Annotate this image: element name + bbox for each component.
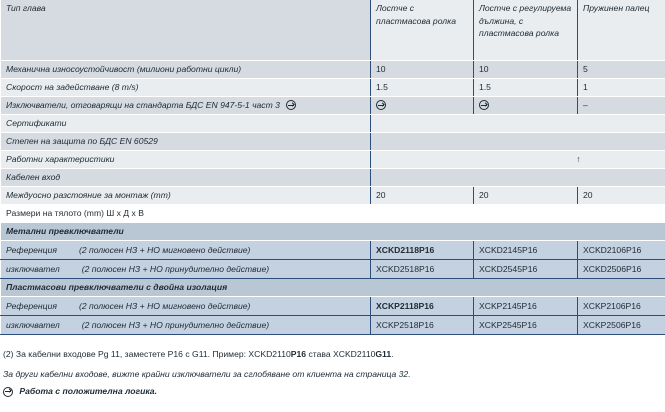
section-plastic <box>1 278 665 296</box>
row-mech-life <box>1 60 665 78</box>
footnote-text: (2) За кабелни входове Pg 11, заместете P16 с G11. Пример: XCKD2110 <box>3 349 291 359</box>
row-label: Размери на тялото (mm) Ш х Д х В <box>1 204 371 222</box>
footnote-bold: P16 <box>290 349 307 359</box>
positive-opening-icon <box>376 100 386 110</box>
header-col2: Лостче с регулируема дължина, с пластмасова ролка <box>474 0 578 60</box>
ref-code: XCKD2106P16 <box>578 240 665 259</box>
section-metal <box>1 222 665 240</box>
ref-label: Референция <box>6 300 57 311</box>
footnote-cable <box>3 349 394 359</box>
ref-code: XCKP2518P16 <box>371 315 474 334</box>
cell-value <box>371 96 474 114</box>
cell-value: 10 <box>371 60 474 78</box>
section-title: Метални превключватели <box>1 222 665 240</box>
ref-desc: (2 полюсен НЗ + НО мигновено действие) <box>78 300 251 311</box>
row-label: Работни характеристики <box>1 150 371 168</box>
row-cable <box>1 168 665 186</box>
row-label <box>1 259 371 278</box>
row-label: Степен на защита по БДС EN 60529 <box>1 132 371 150</box>
header-row <box>1 0 665 60</box>
ref-code: XCKD2506P16 <box>578 259 665 278</box>
ref-code: XCKD2145P16 <box>474 240 578 259</box>
ref-desc: (2 полюсен НЗ + НО принудително действие) <box>81 263 270 274</box>
cell-empty <box>371 168 665 186</box>
row-plastic-ref-2 <box>1 315 665 334</box>
row-metal-ref-2 <box>1 259 665 278</box>
row-dims <box>1 204 665 222</box>
row-mount <box>1 186 665 204</box>
footnote-text: . <box>391 349 394 359</box>
row-certs <box>1 114 665 132</box>
row-switches <box>1 96 665 114</box>
cell-empty <box>371 132 665 150</box>
row-label <box>1 315 371 334</box>
footnote-other-inputs: За други кабелни входове, вижте крайни изключватели за сглобяване от клиента на страница 32. <box>3 369 411 379</box>
cell-value: 1 <box>578 78 665 96</box>
footnote-bold: Работа с положителна логика. <box>19 386 157 396</box>
row-label: Скорост на задействане (8 m/s) <box>1 78 371 96</box>
row-plastic-ref-1 <box>1 296 665 315</box>
cell-value: 5 <box>578 60 665 78</box>
row-label: Междуосно разстояние за монтаж (mm) <box>1 186 371 204</box>
header-label: Тип глава <box>1 0 371 60</box>
positive-opening-icon <box>479 100 489 110</box>
footnote-positive-logic <box>3 386 157 397</box>
ref-label: Референция <box>6 244 57 255</box>
ref-code: XCKP2106P16 <box>578 296 665 315</box>
ref-code: XCKP2545P16 <box>474 315 578 334</box>
cell-empty <box>371 114 665 132</box>
cell-value: 10 <box>474 60 578 78</box>
cell-value: 20 <box>474 186 578 204</box>
ref-desc: (2 полюсен НЗ + НО принудително действие) <box>81 319 270 330</box>
cell-value: 1.5 <box>474 78 578 96</box>
row-label: Сертификати <box>1 114 371 132</box>
ref-label: изключвател <box>6 319 60 330</box>
footnote-text: става XCKD2110 <box>306 349 376 359</box>
header-col3: Пружинен палец <box>578 0 665 60</box>
positive-opening-icon <box>286 100 296 110</box>
row-label: Кабелен вход <box>1 168 371 186</box>
row-metal-ref-1 <box>1 240 665 259</box>
row-label <box>1 296 371 315</box>
section-title: Пластмасови превключватели с двойна изолация <box>1 278 665 296</box>
cell-value: 1.5 <box>371 78 474 96</box>
ref-code: XCKP2145P16 <box>474 296 578 315</box>
row-label <box>1 96 371 114</box>
cell-note: ↑ <box>371 150 665 168</box>
row-protection <box>1 132 665 150</box>
row-label-text: Изключватели, отговарящи на стандарта БДС EN 947-5-1 част 3 <box>6 99 280 110</box>
positive-opening-icon <box>3 387 13 397</box>
cell-empty <box>371 204 665 222</box>
ref-code: XCKP2506P16 <box>578 315 665 334</box>
row-work-characteristics <box>1 150 665 168</box>
ref-code: XCKD2518P16 <box>371 259 474 278</box>
cell-value <box>474 96 578 114</box>
ref-code: XCKP2118P16 <box>371 296 474 315</box>
ref-desc: (2 полюсен НЗ + НО мигновено действие) <box>78 244 251 255</box>
ref-label: изключвател <box>6 263 60 274</box>
ref-code: XCKD2118P16 <box>371 240 474 259</box>
header-col1: Лостче с пластмасова ролка <box>371 0 474 60</box>
cell-value: – <box>578 96 665 114</box>
cell-value: 20 <box>578 186 665 204</box>
ref-code: XCKD2545P16 <box>474 259 578 278</box>
row-speed <box>1 78 665 96</box>
footnote-bold: G11 <box>375 349 392 359</box>
row-label: Механична износоустойчивост (милиони работни цикли) <box>1 60 371 78</box>
row-label <box>1 240 371 259</box>
cell-value: 20 <box>371 186 474 204</box>
